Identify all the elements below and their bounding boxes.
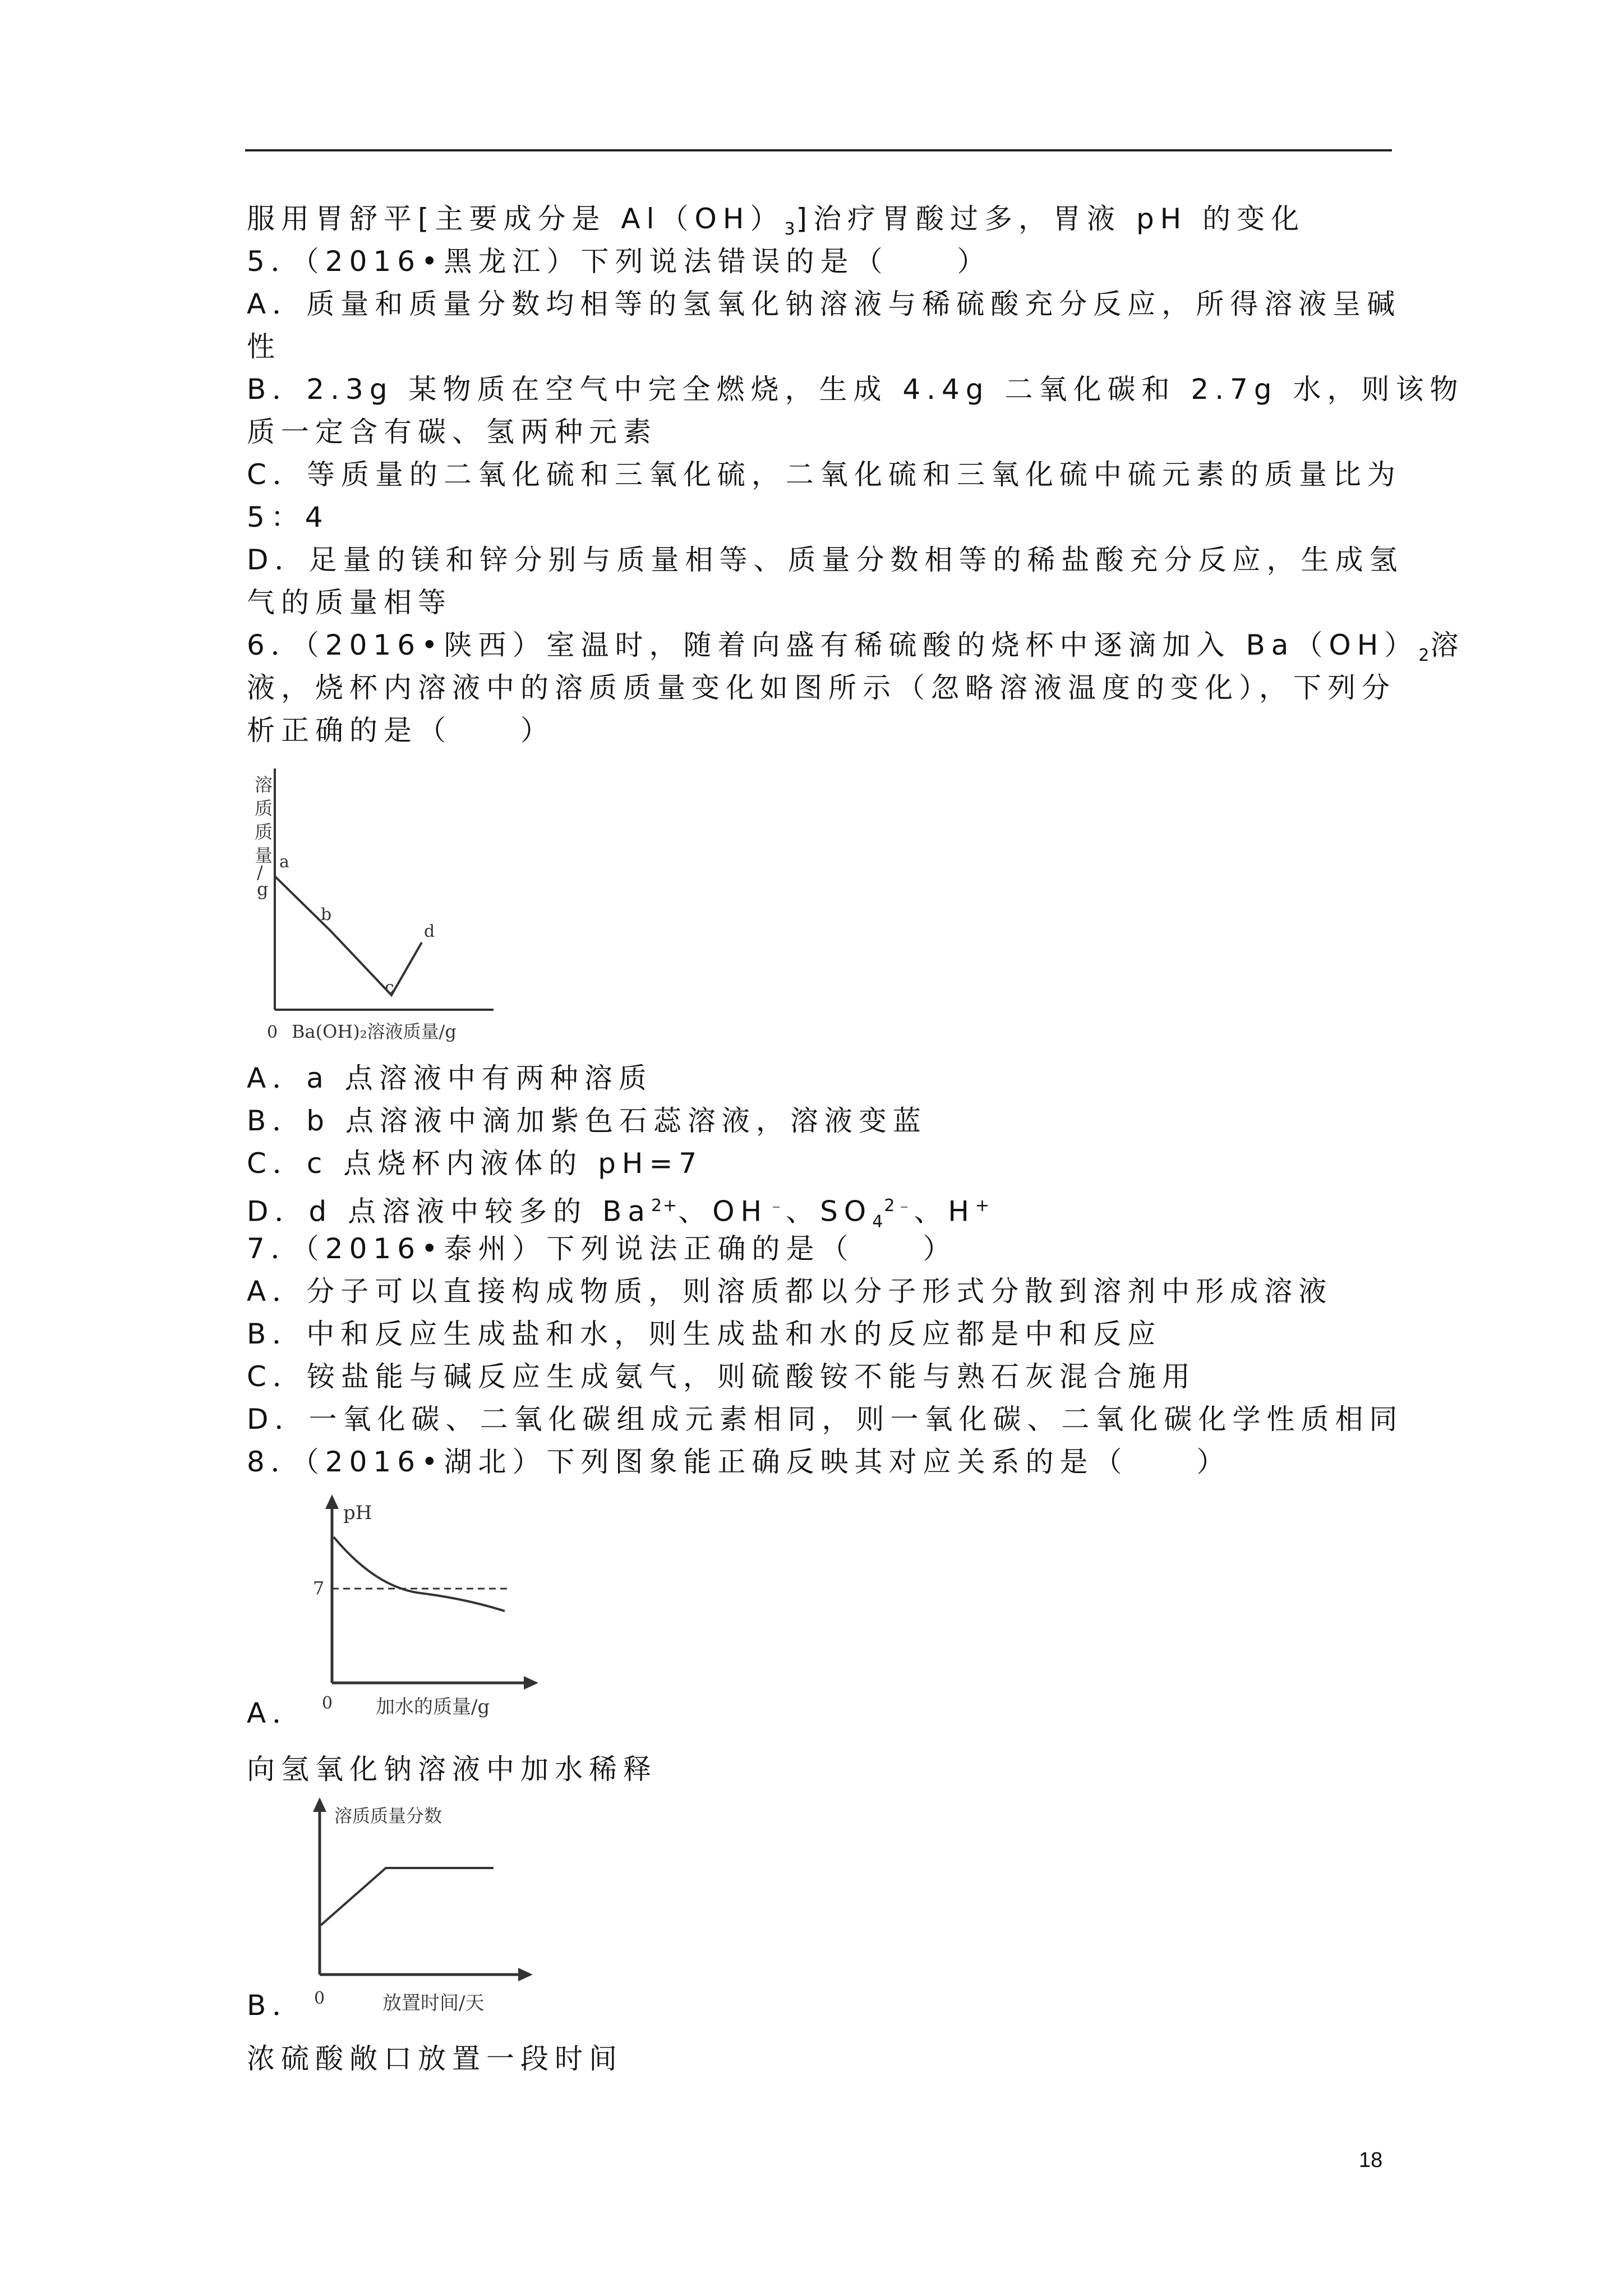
q6-option-b: B．b 点溶液中滴加紫色石蕊溶液，溶液变蓝 xyxy=(247,1105,927,1137)
q6-option-c: C．c 点烧杯内液体的 pH=7 xyxy=(247,1147,703,1180)
fig6-ylabel-char: 质 xyxy=(255,798,273,819)
page-number: 18 xyxy=(1359,2148,1383,2172)
fig8a-x-arrow xyxy=(524,1676,538,1690)
fig6-ylabel-char: 质 xyxy=(255,821,273,843)
fig6-point-d: d xyxy=(424,922,435,941)
q5-option-d-cont: 气的质量相等 xyxy=(247,586,452,619)
fig8b-origin: 0 xyxy=(314,1989,325,2008)
fig8b-y-arrow xyxy=(313,1797,326,1812)
fig6-ylabel-char: / xyxy=(257,862,263,883)
question-6-cont: 液，烧杯内溶液中的溶质质量变化如图所示（忽略溶液温度的变化），下列分 xyxy=(247,671,1396,704)
fig6-ylabel-char: g xyxy=(257,878,269,900)
q8-option-b-label: B． xyxy=(247,1989,307,2022)
q8-option-a-text: 向氢氧化钠溶液中加水稀释 xyxy=(247,1753,657,1786)
q7-option-d: D．一氧化碳、二氧化碳组成元素相同，则一氧化碳、二氧化碳化学性质相同 xyxy=(247,1403,1404,1435)
fig6-origin: 0 xyxy=(267,1023,278,1042)
q6-figure xyxy=(247,769,510,1043)
fig8a-y-arrow xyxy=(325,1494,339,1509)
fig8a-curve xyxy=(334,1537,505,1611)
fig8b-curve xyxy=(321,1868,494,1925)
fig6-point-c: c xyxy=(385,978,394,997)
q8a-figure xyxy=(303,1492,555,1728)
fig6-point-b: b xyxy=(321,905,332,924)
question-6-cont: 析正确的是（ ） xyxy=(247,714,555,747)
fig6-curve xyxy=(275,876,422,995)
fig8b-xlabel: 放置时间/天 xyxy=(382,1992,485,2014)
q7-option-a: A．分子可以直接构成物质，则溶质都以分子形式分散到溶剂中形成溶液 xyxy=(247,1275,1333,1308)
q8b-figure xyxy=(297,1795,555,2019)
q5-option-d: D．足量的镁和锌分别与质量相等、质量分数相等的稀盐酸充分反应，生成氢 xyxy=(247,544,1404,576)
q5-option-a-cont: 性 xyxy=(247,330,281,363)
q5-option-b: B．2.3g 某物质在空气中完全燃烧，生成 4.4g 二氧化碳和 2.7g 水，则该物 xyxy=(247,373,1464,406)
fig8b-x-arrow xyxy=(518,1968,533,1981)
fig8a-ytick: 7 xyxy=(313,1577,325,1599)
question-5: 5．（2016•黑龙江）下列说法错误的是（ ） xyxy=(247,245,992,278)
fig8b-ylabel: 溶质质量分数 xyxy=(334,1805,442,1826)
question-6: 6．（2016•陕西）室温时，随着向盛有稀硫酸的烧杯中逐滴加入 $Ba(OH)_2$溶 xyxy=(247,629,1465,665)
q6-option-d: D．d 点溶液中较多的 $Ba^{2+}$、OH﹣、$SO_4^{2﹣}$、H+ xyxy=(247,1195,991,1232)
q8-option-b-text: 浓硫酸敞口放置一段时间 xyxy=(247,2042,623,2075)
q8-option-a-label: A． xyxy=(247,1697,307,1729)
fig6-xlabel: Ba(OH)₂溶液质量/g xyxy=(292,1021,457,1042)
fig6-ylabel-char: 量 xyxy=(255,845,273,866)
q7-option-b: B．中和反应生成盐和水，则生成盐和水的反应都是中和反应 xyxy=(247,1318,1162,1350)
fig6-point-a: a xyxy=(279,852,289,872)
fig6-ylabel-char: 溶 xyxy=(255,774,273,795)
q5-option-c-cont: 5：4 xyxy=(247,501,329,533)
q5-option-a: A．质量和质量分数均相等的氢氧化钠溶液与稀硫酸充分反应，所得溶液呈碱 xyxy=(247,288,1401,320)
q6-option-a: A．a 点溶液中有两种溶质 xyxy=(247,1062,653,1094)
question-7: 7．（2016•泰州）下列说法正确的是（ ） xyxy=(247,1232,957,1265)
q5-option-c: C．等质量的二氧化硫和三氧化硫，二氧化硫和三氧化硫中硫元素的质量比为 xyxy=(247,458,1401,491)
q7-option-c: C．铵盐能与碱反应生成氨气，则硫酸铵不能与熟石灰混合施用 xyxy=(247,1360,1196,1393)
fig8a-origin: 0 xyxy=(322,1694,333,1713)
question-8: 8．（2016•湖北）下列图象能正确反映其对应关系的是（ ） xyxy=(247,1446,1231,1478)
fig8a-ylabel: pH xyxy=(343,1502,372,1524)
fig8a-xlabel: 加水的质量/g xyxy=(376,1696,490,1718)
text-line: 服用胃舒平[主要成分是 $Al(OH)_3$]治疗胃酸过多，胃液 pH 的变化 xyxy=(247,203,1306,239)
header-rule xyxy=(245,149,1392,151)
q5-option-b-cont: 质一定含有碳、氢两种元素 xyxy=(247,416,657,448)
